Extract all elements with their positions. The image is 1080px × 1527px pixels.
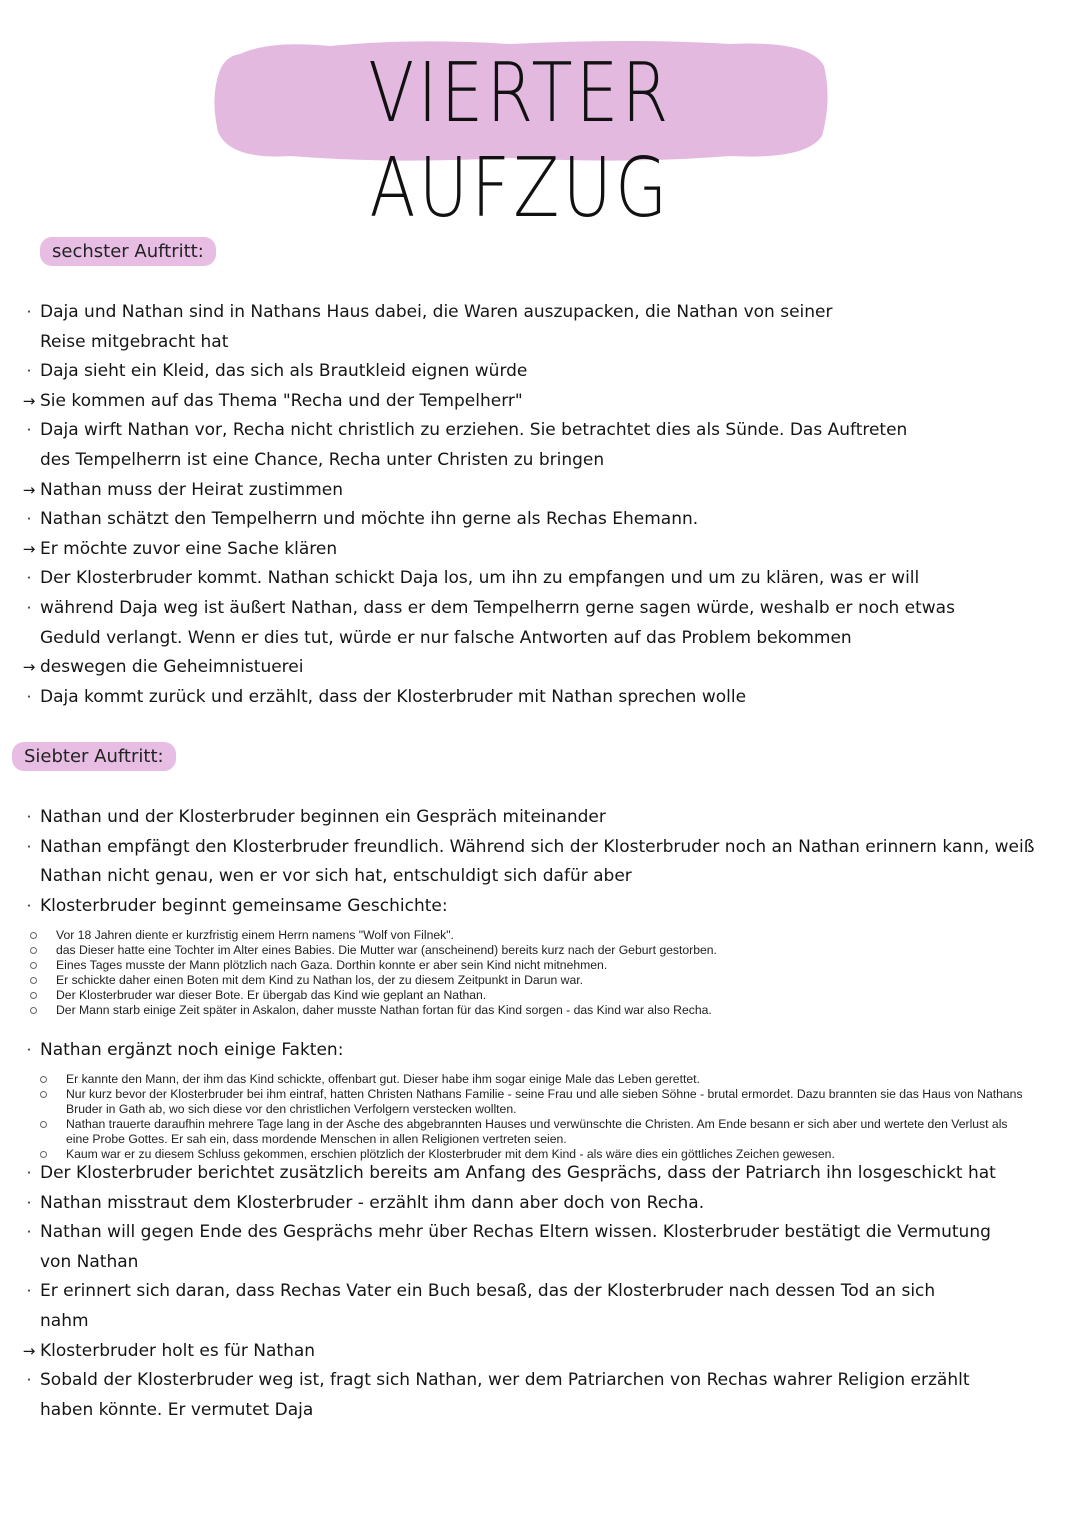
scene-6-text: Daja und Nathan sind in Nathans Haus dabei, die Waren auszupacken, die Nathan von seiner <box>40 302 833 322</box>
scene-7b-line <box>26 1189 1076 1219</box>
bullet-icon: · <box>26 1164 32 1182</box>
scene-6-text: Daja sieht ein Kleid, das sich als Brautkleid eignen würde <box>40 361 528 382</box>
scene-6-text: Er möchte zuvor eine Sache klären <box>40 538 338 559</box>
scene-7b-text: Der Klosterbruder berichtet zusätzlich bereits am Anfang des Gesprächs, dass der Patriarch ihn losgeschickt hat <box>40 1163 996 1183</box>
scene-7b-text: haben könnte. Er vermutet Daja <box>40 1399 314 1420</box>
scene-6-text: Geduld verlangt. Wenn er dies tut, würde er nur falsche Antworten auf das Problem bekommen <box>40 627 852 648</box>
scene-7a-line <box>26 833 1076 863</box>
story-item: Der Klosterbruder war dieser Bote. Er übergab das Kind wie geplant an Nathan. <box>56 988 1056 1003</box>
scene-7a-text: Nathan und der Klosterbruder beginnen ein Gespräch miteinander <box>40 807 606 827</box>
scene-7a-text: Nathan nicht genau, wen er vor sich hat, entschuldigt sich dafür aber <box>40 866 632 887</box>
arrow-icon: → <box>22 658 36 677</box>
scene-6-line <box>26 594 1076 624</box>
scene-7b-line <box>40 1396 1076 1426</box>
scene-6-text: Daja kommt zurück und erzählt, dass der Klosterbruder mit Nathan sprechen wolle <box>40 686 747 707</box>
scene-6-line <box>22 535 1076 565</box>
arrow-icon: → <box>22 1341 36 1360</box>
scene-6-line <box>40 446 1076 476</box>
scene-7b-text: von Nathan <box>40 1251 139 1272</box>
fact-item: Nur kurz bevor der Klosterbruder bei ihm eintraf, hatten Christen Nathans Familie - seine Frau und alle sieben Söhne - brutal ermordet. Dazu brannten sie das Haus von Nathans Bruder in Gath ab, wo sich diese vor den christlichen Verfolgern verstecken wollten. <box>66 1087 1026 1117</box>
bullet-icon: · <box>26 362 32 381</box>
scene-6-text: während Daja weg ist äußert Nathan, dass er dem Tempelherrn gerne sagen würde, weshalb er noch etwas <box>40 597 955 618</box>
arrow-icon: → <box>22 539 36 558</box>
story-item: Er schickte daher einen Boten mit dem Kind zu Nathan los, der zu diesem Zeitpunkt in Darun war. <box>56 973 1056 988</box>
scene-6-text: deswegen die Geheimnistuerei <box>40 657 304 678</box>
scene-7-notes-a <box>26 803 1076 921</box>
bullet-icon: · <box>26 1223 32 1242</box>
scene-7b-text: Nathan misstraut dem Klosterbruder - erzählt ihm dann aber doch von Recha. <box>40 1192 705 1213</box>
scene-7b-line <box>40 1248 1076 1278</box>
scene-7b-text: nahm <box>40 1310 89 1331</box>
scene-7b-text: Nathan will gegen Ende des Gesprächs mehr über Rechas Eltern wissen. Klosterbruder bestätigt die Vermutung <box>40 1222 991 1243</box>
scene-6-line <box>22 387 1076 417</box>
fact-item: Er kannte den Mann, der ihm das Kind schickte, offenbart gut. Dieser habe ihm sogar einige Male das Leben gerettet. <box>66 1072 1026 1087</box>
arrow-icon: → <box>22 391 36 410</box>
story-item: Eines Tages musste der Mann plötzlich nach Gaza. Dorthin konnte er aber sein Kind nicht mitnehmen. <box>56 958 1056 973</box>
bullet-icon: · <box>26 303 32 321</box>
facts-list <box>66 1072 1026 1162</box>
bullet-icon: · <box>26 1193 32 1212</box>
scene-7b-line <box>40 1307 1076 1337</box>
scene-7b-line <box>22 1337 1076 1367</box>
scene-7a-text: Nathan empfängt den Klosterbruder freundlich. Während sich der Klosterbruder noch an Nathan erinnern kann, weiß <box>40 836 1035 857</box>
bullet-icon: · <box>26 1371 32 1390</box>
scene-6-line <box>26 683 1076 713</box>
bullet-icon: · <box>26 1282 32 1301</box>
scene-6-line <box>26 298 1076 328</box>
scene-6-line <box>40 328 1076 358</box>
scene-6-line <box>40 624 1076 654</box>
bullet-icon: · <box>26 421 32 440</box>
scene-6-notes <box>22 298 1076 712</box>
scene-6-line <box>22 476 1076 506</box>
scene-6-line <box>26 564 1076 594</box>
scene-6-text: Sie kommen auf das Thema "Recha und der Tempelherr" <box>40 390 523 411</box>
bullet-icon: · <box>26 598 32 617</box>
scene-6-text: Nathan schätzt den Tempelherrn und möchte ihn gerne als Rechas Ehemann. <box>40 509 699 530</box>
arrow-icon: → <box>22 480 36 499</box>
scene-6-line <box>22 653 1076 683</box>
bullet-icon: · <box>26 837 32 856</box>
scene-7-notes-b <box>22 1159 1076 1425</box>
scene-6-line <box>26 357 1076 387</box>
scene-6-line <box>26 416 1076 446</box>
scene-6-text: Der Klosterbruder kommt. Nathan schickt Daja los, um ihn zu empfangen und um zu klären, was er will <box>40 568 920 589</box>
fact-item: Kaum war er zu diesem Schluss gekommen, erschien plötzlich der Klosterbruder mit dem Kind - als wäre dies ein göttliches Zeichen gewesen. <box>66 1147 1026 1162</box>
scene-7a-text: Klosterbruder beginnt gemeinsame Geschichte: <box>40 895 448 916</box>
scene-7b-line <box>26 1277 1076 1307</box>
title-banner <box>210 36 830 236</box>
story-list <box>56 928 1056 1018</box>
scene-7a-line <box>26 803 1076 833</box>
fact-item: Nathan trauerte daraufhin mehrere Tage lang in der Asche des abgebrannten Hauses und verwünschte die Christen. Am Ende besann er sich aber und wertete den Verlust als eine Probe Gottes. Er sah ein, dass mordende Menschen in allen Religionen vertreten seien. <box>66 1117 1026 1147</box>
scene-7a-line <box>40 862 1076 892</box>
scene-6-text: des Tempelherrn ist eine Chance, Recha unter Christen zu bringen <box>40 449 605 470</box>
bullet-icon: · <box>26 510 32 529</box>
scene-7b-line <box>26 1218 1076 1248</box>
story-item: das Dieser hatte eine Tochter im Alter eines Babies. Die Mutter war (anscheinend) bereits kurz nach der Geburt gestorben. <box>56 943 1056 958</box>
scene-7b-text: Er erinnert sich daran, dass Rechas Vater ein Buch besaß, das der Klosterbruder nach dessen Tod an sich <box>40 1281 936 1302</box>
facts-heading-block: · Nathan ergänzt noch einige Fakten: <box>26 1040 344 1060</box>
scene-7a-line <box>26 892 1076 922</box>
bullet-icon: · <box>26 569 32 588</box>
scene-7b-text: Sobald der Klosterbruder weg ist, fragt sich Nathan, wer dem Patriarchen von Rechas wahrer Religion erzählt <box>40 1370 970 1391</box>
scene-6-line <box>26 505 1076 535</box>
section-heading-scene-6: sechster Auftritt: <box>40 237 216 266</box>
bullet-icon: · <box>26 896 32 915</box>
story-item: Der Mann starb einige Zeit später in Askalon, daher musste Nathan fortan für das Kind sorgen - das Kind war also Recha. <box>56 1003 1056 1018</box>
story-item: Vor 18 Jahren diente er kurzfristig einem Herrn namens "Wolf von Filnek". <box>56 928 1056 943</box>
scene-6-text: Nathan muss der Heirat zustimmen <box>40 479 344 500</box>
bullet-icon: · <box>26 808 32 826</box>
bullet-icon: · <box>26 687 32 706</box>
page-title: VIERTER AUFZUG <box>368 46 672 236</box>
scene-7b-text: Klosterbruder holt es für Nathan <box>40 1340 316 1361</box>
scene-7b-line <box>26 1366 1076 1396</box>
scene-7b-line <box>26 1159 1076 1189</box>
section-heading-scene-7: Siebter Auftritt: <box>12 742 176 771</box>
scene-6-text: Reise mitgebracht hat <box>40 331 229 352</box>
facts-heading: Nathan ergänzt noch einige Fakten: <box>40 1040 344 1060</box>
scene-6-text: Daja wirft Nathan vor, Recha nicht christlich zu erziehen. Sie betrachtet dies als Sünde. Das Auftreten <box>40 420 908 441</box>
